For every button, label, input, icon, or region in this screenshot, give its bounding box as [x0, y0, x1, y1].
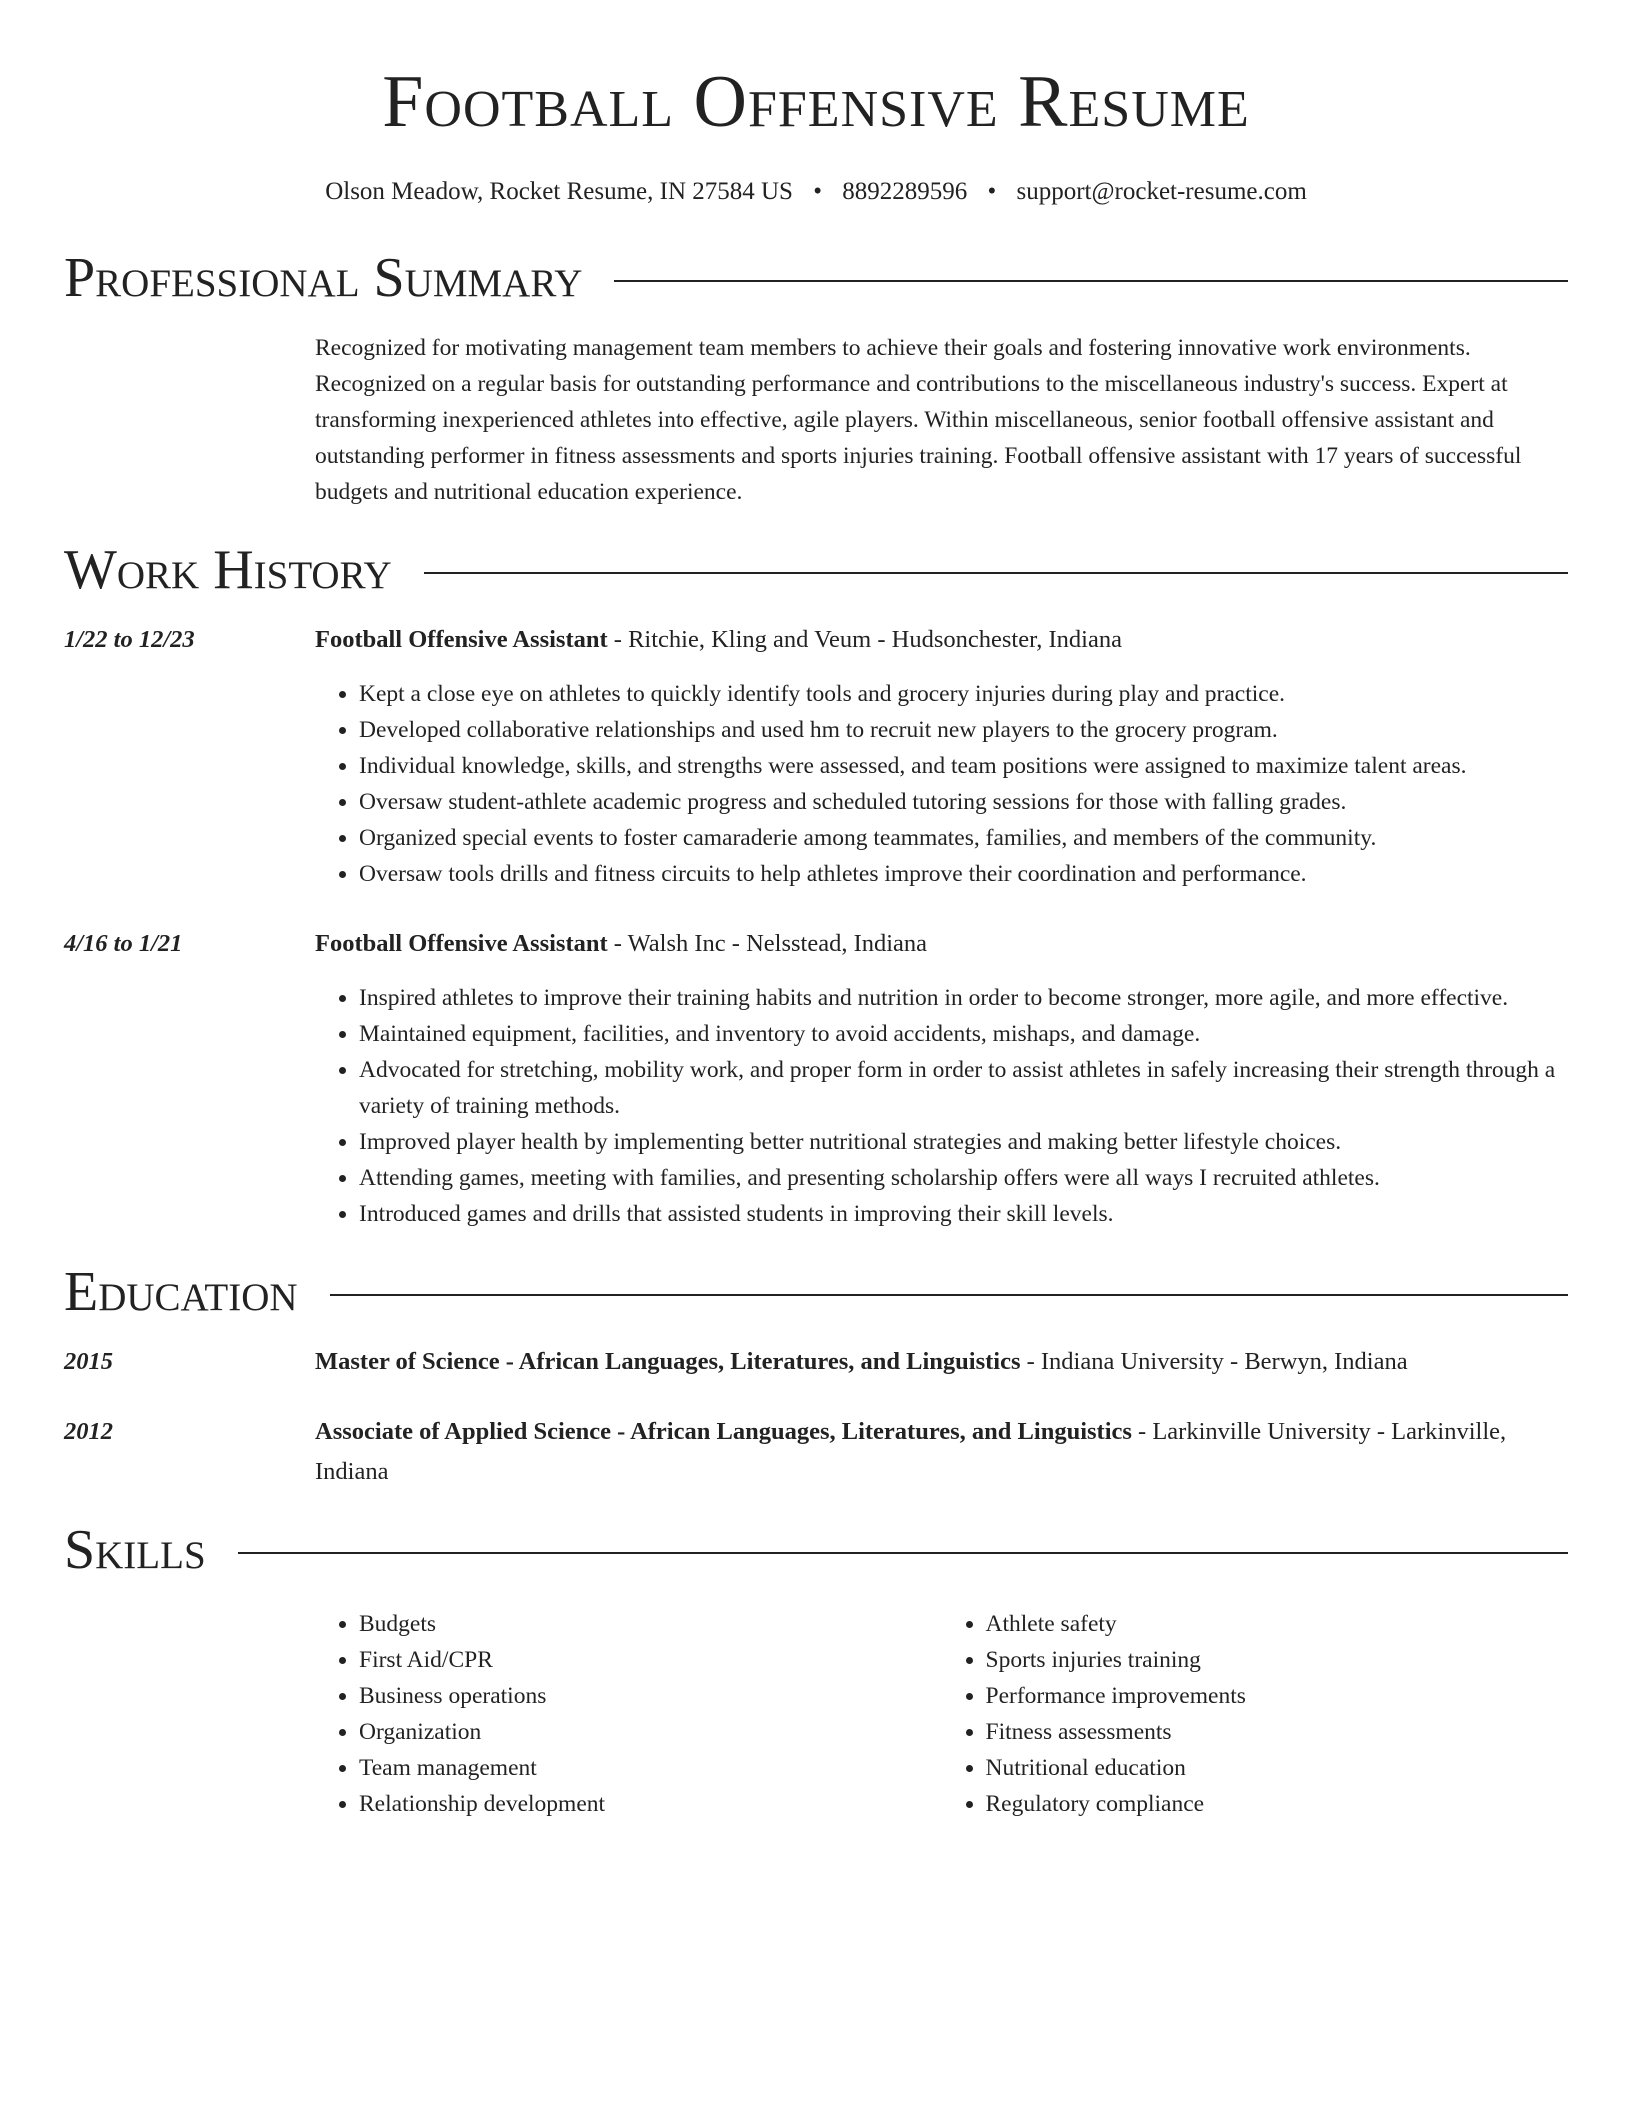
job-dates: 4/16 to 1/21: [64, 930, 183, 957]
skills-heading: Skills: [64, 1519, 206, 1581]
education-heading: Education: [64, 1261, 298, 1323]
job-title: Football Offensive Assistant: [315, 930, 608, 957]
job-bullets: [315, 980, 1568, 1232]
job-details: - Ritchie, Kling and Veum - Hudsonchester, Indiana: [607, 626, 1122, 653]
skills-column-left: [315, 1606, 942, 1822]
job-bullet: • Kept a close eye on athletes to quickly identify tools and grocery injuries during play and practice.: [359, 676, 1568, 712]
section-rule: [424, 572, 1568, 574]
education-details: [315, 1412, 1568, 1492]
job-dates: 1/22 to 12/23: [64, 626, 195, 653]
skill-item: • Sports injuries training: [986, 1642, 1569, 1678]
job-title: Football Offensive Assistant: [315, 626, 608, 653]
job-bullet: • Organized special events to foster camaraderie among teammates, families, and members of the community.: [359, 820, 1568, 856]
contact-phone: 8892289596: [842, 178, 968, 205]
job-entry: [64, 924, 1568, 1232]
section-rule: [330, 1294, 1568, 1296]
summary-heading: Professional Summary: [64, 247, 583, 309]
skill-item: • Budgets: [359, 1606, 942, 1642]
section-rule: [238, 1552, 1568, 1554]
skill-item: • Business operations: [359, 1678, 942, 1714]
skills-list: [315, 1606, 1568, 1822]
job-bullet: • Introduced games and drills that assisted students in improving their skill levels.: [359, 1196, 1568, 1232]
education-school: - Larkinville University - Larkinville, Indiana: [315, 1418, 1507, 1485]
skill-item: • Organization: [359, 1714, 942, 1750]
education-degree: Associate of Applied Science - African Languages, Literatures, and Linguistics: [315, 1418, 1132, 1445]
skill-item: • Performance improvements: [986, 1678, 1569, 1714]
contact-line: [64, 176, 1568, 208]
skill-item: • Athlete safety: [986, 1606, 1569, 1642]
education-entry: [64, 1412, 1568, 1492]
job-bullet: • Inspired athletes to improve their training habits and nutrition in order to become stronger, more agile, and more effective.: [359, 980, 1568, 1016]
job-title-line: [315, 620, 1568, 660]
education-entry: [64, 1342, 1568, 1382]
education-year: 2015: [64, 1348, 113, 1375]
skill-item: • Team management: [359, 1750, 942, 1786]
job-details: - Walsh Inc - Nelsstead, Indiana: [607, 930, 928, 957]
work-section-header: [64, 538, 1568, 602]
resume-title: Football Offensive Resume: [382, 61, 1250, 143]
job-bullets: [315, 676, 1568, 892]
job-entry: [64, 620, 1568, 892]
skill-item: • Relationship development: [359, 1786, 942, 1822]
skill-item: • Nutritional education: [986, 1750, 1569, 1786]
skill-item: • Fitness assessments: [986, 1714, 1569, 1750]
contact-separator: •: [987, 178, 997, 205]
skill-item: • First Aid/CPR: [359, 1642, 942, 1678]
skills-column-right: [942, 1606, 1569, 1822]
job-bullet: • Oversaw student-athlete academic progress and scheduled tutoring sessions for those with falling grades.: [359, 784, 1568, 820]
work-heading: Work History: [64, 539, 392, 601]
summary-section-header: [64, 246, 1568, 310]
summary-text: Recognized for motivating management team members to achieve their goals and fostering innovative work environments. Recognized on a regular basis for outstanding performance and contributions to the miscellaneous industry's success. Expert at transforming inexperienced athletes into effective, agile players. Within miscellaneous, senior football offensive assistant and outstanding performer in fitness assessments and sports injuries training. Football offensive assistant with 17 years of successful budgets and nutritional education experience.: [315, 335, 1522, 505]
job-bullet: • Developed collaborative relationships and used hm to recruit new players to the grocery program.: [359, 712, 1568, 748]
job-body: [315, 924, 1568, 1232]
job-bullet: • Improved player health by implementing better nutritional strategies and making better lifestyle choices.: [359, 1124, 1568, 1160]
education-school: - Indiana University - Berwyn, Indiana: [1020, 1348, 1408, 1375]
skill-item: • Regulatory compliance: [986, 1786, 1569, 1822]
education-section-header: [64, 1260, 1568, 1324]
job-body: [315, 620, 1568, 892]
job-title-line: [315, 924, 1568, 964]
job-bullet: • Attending games, meeting with families, and presenting scholarship offers were all ways I recruited athletes.: [359, 1160, 1568, 1196]
skills-section-header: [64, 1518, 1568, 1582]
job-bullet: • Advocated for stretching, mobility work, and proper form in order to assist athletes in safely increasing their strength through a variety of training methods.: [359, 1052, 1568, 1124]
contact-address: Olson Meadow, Rocket Resume, IN 27584 US: [325, 178, 793, 205]
contact-separator: •: [813, 178, 822, 205]
job-bullet: • Maintained equipment, facilities, and inventory to avoid accidents, mishaps, and damage.: [359, 1016, 1568, 1052]
job-bullet: • Individual knowledge, skills, and strengths were assessed, and team positions were assigned to maximize talent areas.: [359, 748, 1568, 784]
education-degree: Master of Science - African Languages, Literatures, and Linguistics: [315, 1348, 1021, 1375]
section-rule: [614, 280, 1568, 282]
education-year: 2012: [64, 1418, 113, 1445]
contact-email: support@rocket-resume.com: [1016, 178, 1307, 205]
education-details: [315, 1342, 1568, 1382]
job-bullet: • Oversaw tools drills and fitness circuits to help athletes improve their coordination and performance.: [359, 856, 1568, 892]
